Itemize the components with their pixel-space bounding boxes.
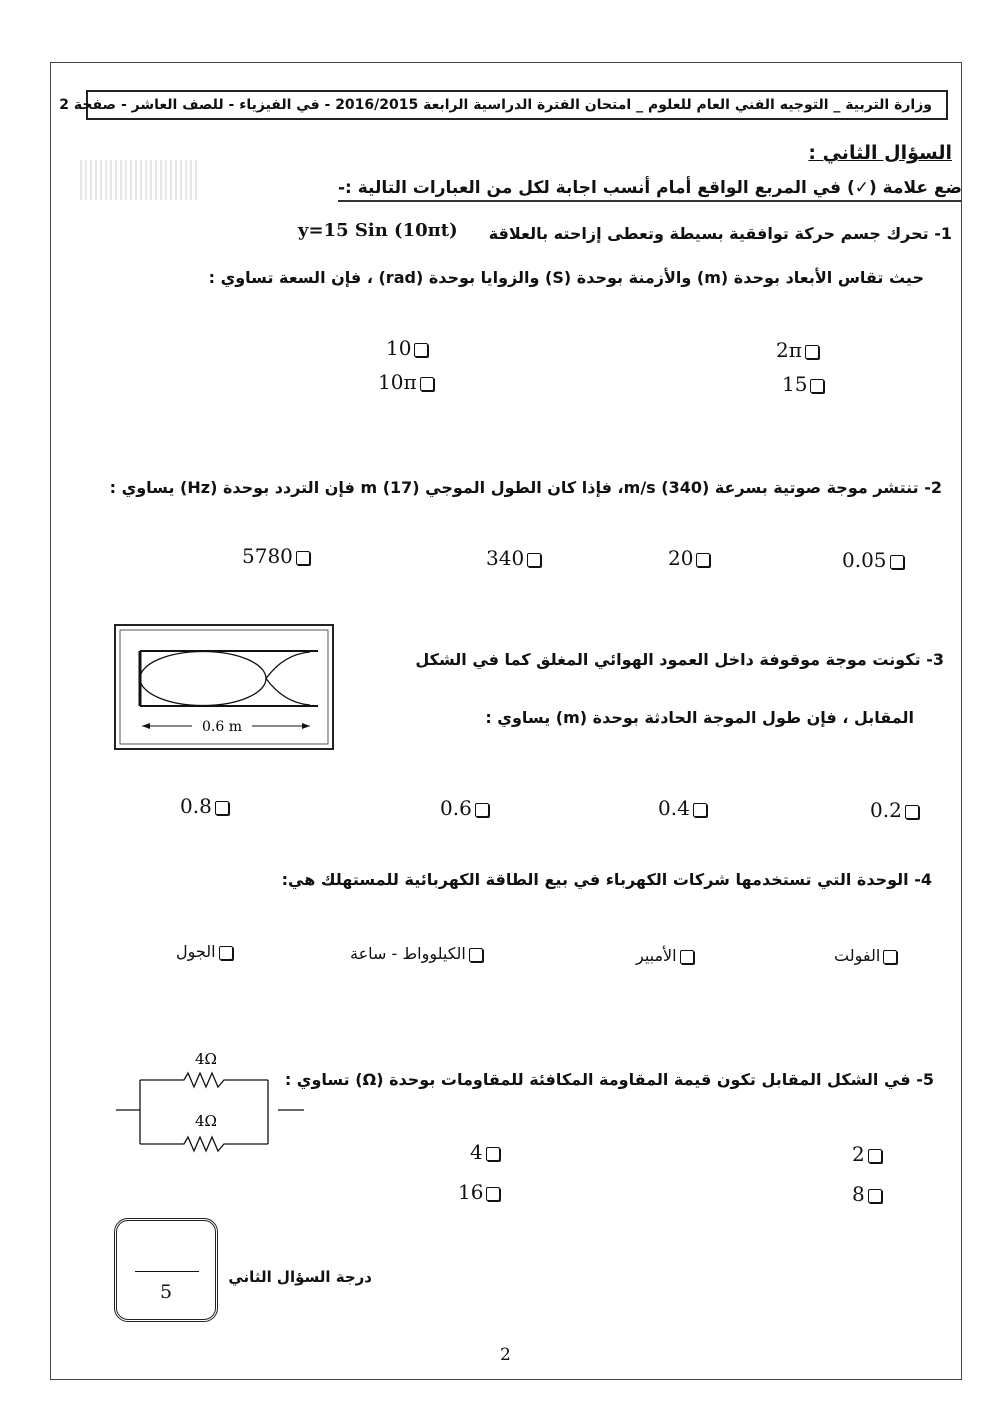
wave-half-top <box>266 652 310 679</box>
q3-line1: 3- تكونت موجة موقوفة داخل العمود الهوائي المغلق كما في الشكل <box>415 650 944 669</box>
checkbox[interactable] <box>696 553 710 567</box>
dim-arrow-left <box>142 723 150 729</box>
wave-half-bottom <box>266 679 310 706</box>
q2-text: 2- تنتشر موجة صوتية بسرعة m/s (340)، فإذا كان الطول الموجي m (17) فإن التردد بوحدة (Hz) يساوي : <box>109 478 942 497</box>
checkbox[interactable] <box>868 1149 882 1163</box>
checkbox[interactable] <box>215 801 229 815</box>
q3-option-d[interactable]: 0.2 <box>870 798 922 822</box>
checkbox[interactable] <box>805 345 819 359</box>
resistor-top <box>140 1073 268 1087</box>
checkbox[interactable] <box>905 805 919 819</box>
air-column-figure <box>114 624 334 750</box>
checkbox[interactable] <box>680 950 694 964</box>
checkbox[interactable] <box>527 553 541 567</box>
section-title: السؤال الثاني : <box>808 142 952 164</box>
q1-line2: حيث تقاس الأبعاد بوحدة (m) والأزمنة بوحدة (S) والزوايا بوحدة (rad) ، فإن السعة تساوي : <box>208 268 924 287</box>
q1-option-d[interactable]: 15 <box>782 372 827 396</box>
q3-option-c[interactable]: 0.4 <box>658 796 710 820</box>
checkbox[interactable] <box>420 377 434 391</box>
q4-option-b[interactable]: الكيلوواط - ساعة <box>350 944 486 963</box>
checkbox[interactable] <box>693 803 707 817</box>
resistor-top-label: 4Ω <box>195 1050 217 1068</box>
checkbox[interactable] <box>890 555 904 569</box>
q2-option-b[interactable]: 340 <box>486 546 544 570</box>
q4-option-a[interactable]: الجول <box>176 942 236 961</box>
checkbox[interactable] <box>868 1189 882 1203</box>
q1-line1: 1- تحرك جسم حركة توافقية بسيطة وتعطى إزاحته بالعلاقة <box>488 224 952 243</box>
q4-text: 4- الوحدة التي تستخدمها شركات الكهرباء في بيع الطاقة الكهربائية للمستهلك هي: <box>281 870 932 889</box>
checkbox[interactable] <box>475 803 489 817</box>
q3-option-b[interactable]: 0.6 <box>440 796 492 820</box>
q2-option-c[interactable]: 20 <box>668 546 713 570</box>
score-max: 5 <box>159 1281 173 1303</box>
checkbox[interactable] <box>486 1187 500 1201</box>
wave-loop <box>140 652 266 706</box>
q5-text: 5- في الشكل المقابل تكون قيمة المقاومة المكافئة للمقاومات بوحدة (Ω) تساوي : <box>284 1070 934 1089</box>
q1-option-a[interactable]: 10 <box>386 336 431 360</box>
checkbox[interactable] <box>219 946 233 960</box>
score-label: درجة السؤال الثاني <box>228 1268 372 1286</box>
page-number: 2 <box>500 1345 511 1365</box>
q5-option-d[interactable]: 8 <box>852 1182 885 1206</box>
checkbox[interactable] <box>883 950 897 964</box>
q2-option-d[interactable]: 0.05 <box>842 548 907 572</box>
checkbox[interactable] <box>810 379 824 393</box>
checkbox[interactable] <box>414 343 428 357</box>
q1-option-c[interactable]: 10π <box>378 370 437 394</box>
q1-option-b[interactable]: 2π <box>776 338 822 362</box>
dim-label: 0.6 m <box>202 719 242 735</box>
q4-option-d[interactable]: الفولت <box>834 946 900 965</box>
instruction: ضع علامة (✓) في المربع الواقع أمام أنسب اجابة لكل من العبارات التالية :- <box>338 178 962 202</box>
q1-formula: y=15 Sin (10πt) <box>298 220 458 241</box>
resistor-bottom-label: 4Ω <box>195 1112 217 1130</box>
q5-option-c[interactable]: 16 <box>458 1180 503 1204</box>
score-box <box>114 1218 218 1322</box>
resistor-circuit <box>112 1040 310 1150</box>
checkbox[interactable] <box>486 1147 500 1161</box>
checkbox[interactable] <box>296 551 310 565</box>
dim-arrow-right <box>302 723 310 729</box>
checkbox[interactable] <box>469 948 483 962</box>
q5-option-b[interactable]: 2 <box>852 1142 885 1166</box>
q3-option-a[interactable]: 0.8 <box>180 794 232 818</box>
resistor-bottom <box>140 1137 268 1151</box>
scan-smudge <box>80 160 200 200</box>
q4-option-c[interactable]: الأمبير <box>636 946 697 965</box>
q5-option-a[interactable]: 4 <box>470 1140 503 1164</box>
score-line <box>135 1271 199 1272</box>
q2-option-a[interactable]: 5780 <box>242 544 313 568</box>
q3-line2: المقابل ، فإن طول الموجة الحادثة بوحدة (m) يساوي : <box>485 708 914 727</box>
page-header: وزارة التربية _ التوجيه الفني العام للعلوم _ امتحان الفترة الدراسية الرابعة 2016/2015 - في الفيزياء - للصف العاشر - صفحة 2 <box>86 90 948 120</box>
